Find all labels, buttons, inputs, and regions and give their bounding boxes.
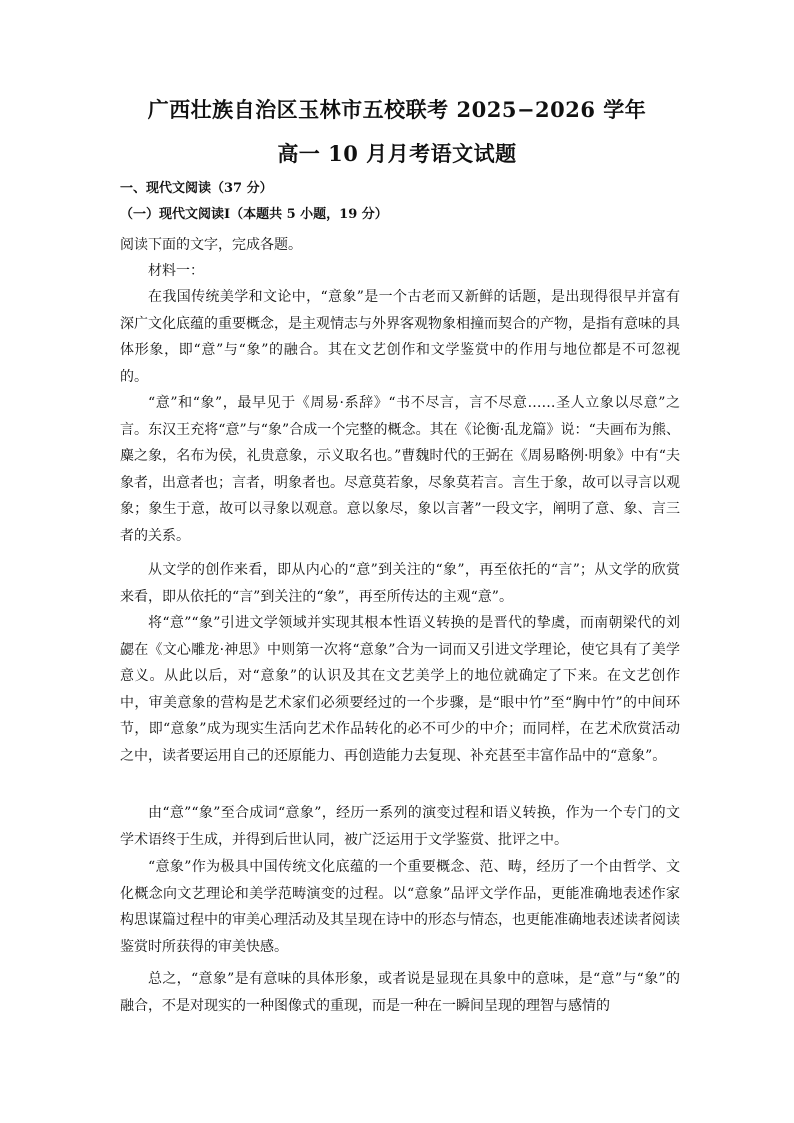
paragraph: 在我国传统美学和文论中，“意象”是一个古老而又新鲜的话题，是出现得很早并富有深广文化底蕴的重要概念，是主观情志与外界客观物象相撞而契合的产物，是指有意味的具体形象，即“意”与“象”的融合。其在文艺创作和文学鉴赏中的作用与地位都是不可忽视的。 bbox=[120, 289, 680, 385]
passage-body bbox=[120, 800, 680, 853]
passage-body bbox=[120, 966, 680, 1019]
paragraph: 由“意”“象”至合成词“意象”，经历一系列的演变过程和语义转换，作为一个专门的文学术语终于生成，并得到后世认同，被广泛运用于文学鉴赏、批评之中。 bbox=[120, 805, 680, 848]
paragraph: 从文学的创作来看，即从内心的“意”到关注的“象”，再至依托的“言”；从文学的欣赏来看，即从依托的“言”到关注的“象”，再至所传达的主观“意”。 bbox=[120, 562, 680, 605]
section-heading: 一、现代文阅读（37 分） bbox=[120, 181, 273, 196]
subsection-heading: （一）现代文阅读Ⅰ（本题共 5 小题，19 分） bbox=[120, 207, 388, 222]
paragraph: 将“意”“象”引进文学领域并实现其根本性语义转换的是晋代的挚虞，而南朝梁代的刘勰在《文心雕龙·神思》中则第一次将“意象”合为一词而又引进文学理论，使它具有了美学意义。从此以后，对“意象”的认识及其在文艺美学上的地位就确定了下来。在文艺创作中，审美意象的营构是艺术家们必须要经过的一个步骤，是“眼中竹”至“胸中竹”的中间环节，即“意象”成为现实生活向艺术作品转化的必不可少的中介；而同样，在艺术欣赏活动之中，读者要运用自己的还原能力、再创造能力去复现、补充甚至丰富作品中的“意象”。 bbox=[120, 615, 680, 764]
passage-body bbox=[120, 610, 680, 769]
passage-body bbox=[120, 284, 680, 390]
paragraph: “意象”作为极具中国传统文化底蕴的一个重要概念、范、畴，经历了一个由哲学、文化概念向文艺理论和美学范畴演变的过程。以“意象”品评文学作品，更能准确地表述作家构思谋篇过程中的审美心理活动及其呈现在诗中的形态与情态，也更能准确地表述读者阅读鉴赏时所获得的审美快感。 bbox=[120, 859, 680, 955]
reading-instructions: 阅读下面的文字，完成各题。 bbox=[120, 237, 302, 253]
passage-body bbox=[120, 557, 680, 610]
passage-body bbox=[120, 390, 680, 549]
passage-body bbox=[120, 854, 680, 960]
exam-title-line-1: 广西壮族自治区玉林市五校联考 2025−2026 学年 bbox=[147, 97, 647, 122]
paragraph: 总之，“意象”是有意味的具体形象，或者说是显现在具象中的意味，是“意”与“象”的融合，不是对现实的一种图像式的重现，而是一种在一瞬间呈现的理智与感情的 bbox=[120, 971, 680, 1014]
paragraph: “意”和“象”，最早见于《周易·系辞》“书不尽言，言不尽意……圣人立象以尽意”之言。东汉王充将“意”与“象”合成一个完整的概念。其在《论衡·乱龙篇》说：“夫画布为熊、麋之象，名布为侯，礼贵意象，示义取名也。”曹魏时代的王弼在《周易略例·明象》中有“夫象者，出意者也；言者，明象者也。尽意莫若象，尽象莫若言。言生于象，故可以寻言以观象；象生于意，故可以寻象以观意。意以象尽，象以言著”一段文字，阐明了意、象、言三者的关系。 bbox=[120, 395, 680, 544]
material-label: 材料一： bbox=[148, 263, 204, 279]
exam-title-line-2: 高一 10 月月考语文试题 bbox=[277, 141, 517, 166]
